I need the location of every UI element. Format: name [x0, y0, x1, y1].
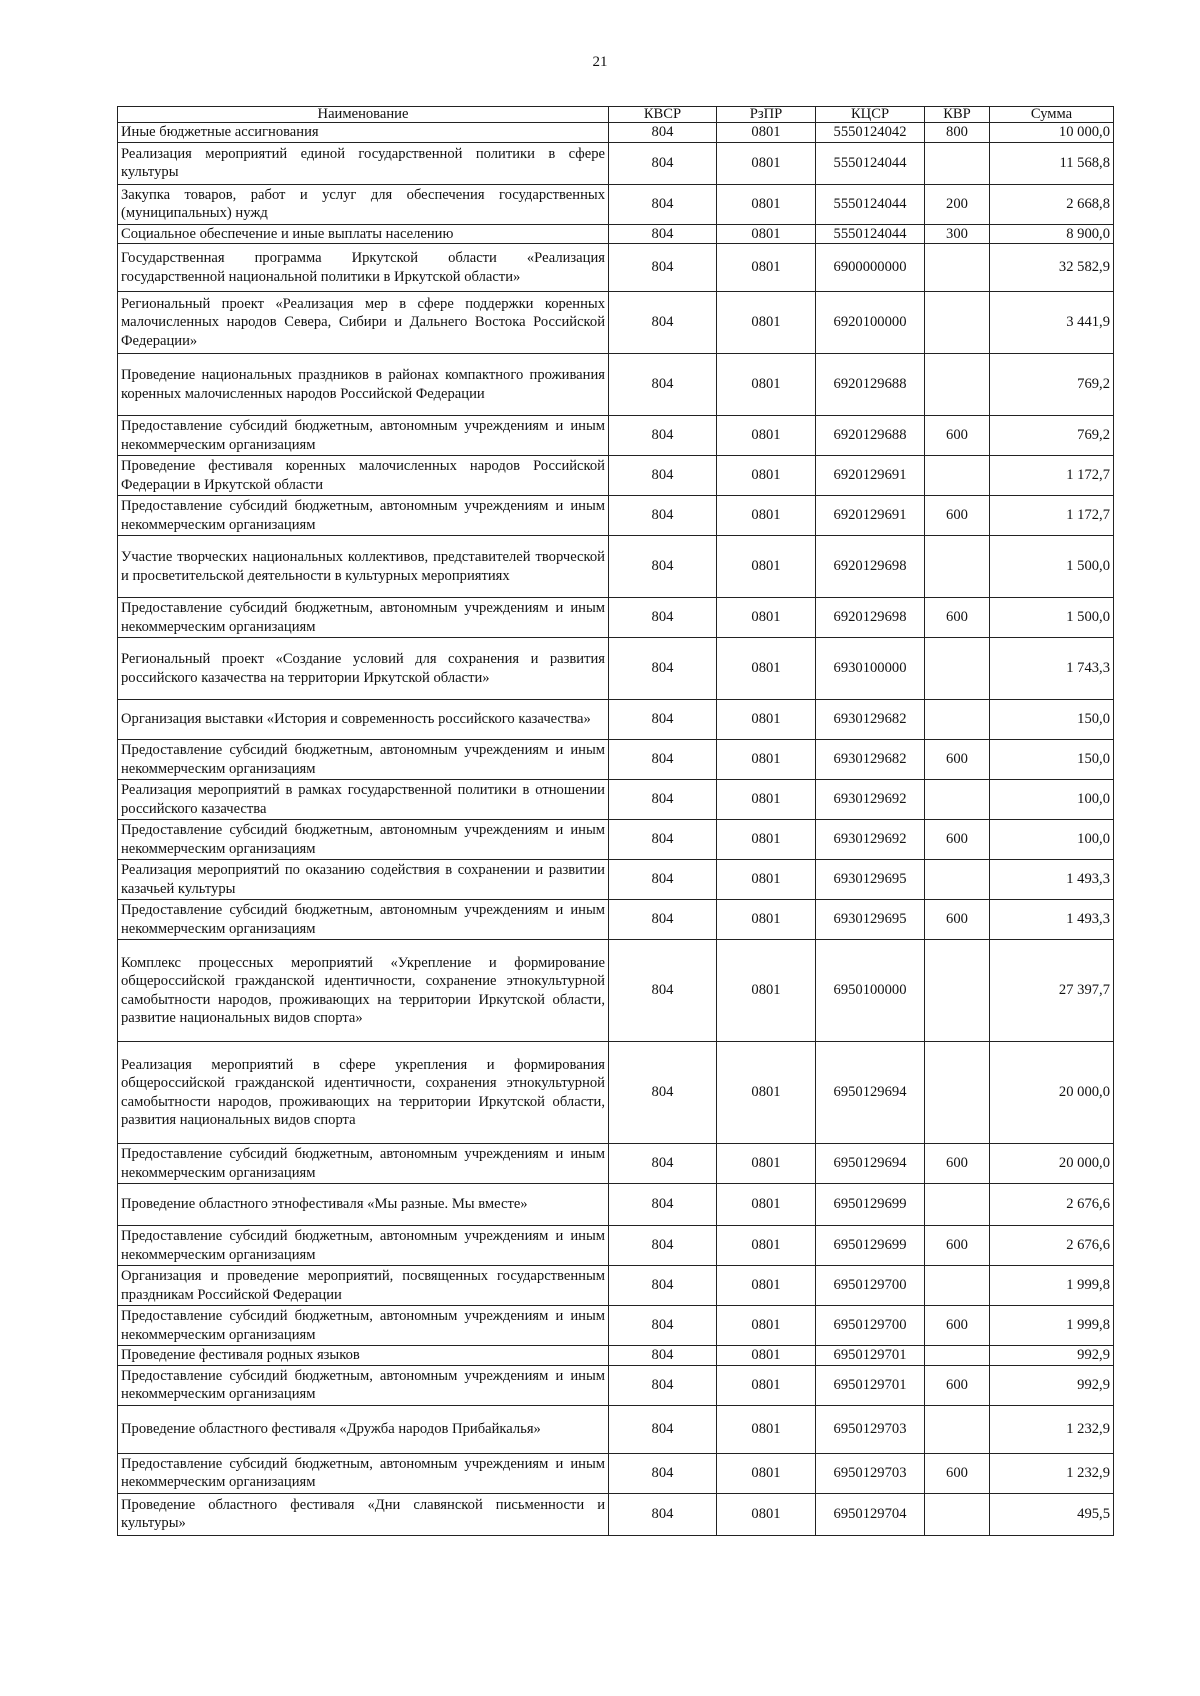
table-header-row	[118, 107, 1114, 123]
cell-sum: 10 000,0	[990, 123, 1114, 143]
cell-kvsr: 804	[609, 740, 717, 780]
cell-kcsr: 6950129694	[816, 1042, 925, 1144]
cell-sum: 150,0	[990, 700, 1114, 740]
cell-kvr: 600	[925, 1144, 990, 1184]
cell-rzpr: 0801	[717, 860, 816, 900]
cell-sum: 769,2	[990, 354, 1114, 416]
cell-kvsr: 804	[609, 940, 717, 1042]
cell-kcsr: 6920129688	[816, 354, 925, 416]
cell-rzpr: 0801	[717, 900, 816, 940]
cell-name: Предоставление субсидий бюджетным, автономным учреждениям и иным некоммерческим организациям	[118, 1144, 609, 1184]
cell-sum: 100,0	[990, 780, 1114, 820]
cell-name: Проведение областного фестиваля «Дружба народов Прибайкалья»	[118, 1405, 609, 1453]
cell-rzpr: 0801	[717, 1365, 816, 1405]
cell-sum: 1 999,8	[990, 1266, 1114, 1306]
cell-name: Предоставление субсидий бюджетным, автономным учреждениям и иным некоммерческим организациям	[118, 1226, 609, 1266]
cell-kcsr: 6920129691	[816, 456, 925, 496]
cell-name: Социальное обеспечение и иные выплаты населению	[118, 224, 609, 244]
cell-rzpr: 0801	[717, 354, 816, 416]
cell-name: Предоставление субсидий бюджетным, автономным учреждениям и иным некоммерческим организациям	[118, 820, 609, 860]
cell-rzpr: 0801	[717, 1306, 816, 1346]
table-row	[118, 900, 1114, 940]
cell-kcsr: 6950129694	[816, 1144, 925, 1184]
cell-sum: 20 000,0	[990, 1042, 1114, 1144]
cell-sum: 3 441,9	[990, 292, 1114, 354]
cell-kvr	[925, 292, 990, 354]
cell-kcsr: 6950129700	[816, 1306, 925, 1346]
cell-kcsr: 5550124044	[816, 142, 925, 184]
cell-kvr	[925, 354, 990, 416]
cell-kvr: 600	[925, 496, 990, 536]
cell-rzpr: 0801	[717, 142, 816, 184]
cell-kvr: 600	[925, 1226, 990, 1266]
cell-rzpr: 0801	[717, 700, 816, 740]
table-row	[118, 142, 1114, 184]
cell-sum: 1 500,0	[990, 536, 1114, 598]
table-row	[118, 244, 1114, 292]
cell-kcsr: 6920129698	[816, 598, 925, 638]
cell-kvsr: 804	[609, 860, 717, 900]
cell-sum: 1 493,3	[990, 900, 1114, 940]
cell-rzpr: 0801	[717, 1042, 816, 1144]
cell-kvsr: 804	[609, 700, 717, 740]
table-row	[118, 1365, 1114, 1405]
cell-kvsr: 804	[609, 1493, 717, 1535]
cell-kcsr: 6920100000	[816, 292, 925, 354]
cell-kcsr: 6930129682	[816, 740, 925, 780]
cell-kvr: 600	[925, 1453, 990, 1493]
cell-kvr	[925, 1346, 990, 1366]
cell-name: Организация выставки «История и современность российского казачества»	[118, 700, 609, 740]
cell-kvr	[925, 1042, 990, 1144]
cell-kvsr: 804	[609, 638, 717, 700]
table-row	[118, 1493, 1114, 1535]
cell-kcsr: 6950129700	[816, 1266, 925, 1306]
cell-sum: 1 743,3	[990, 638, 1114, 700]
cell-kvsr: 804	[609, 142, 717, 184]
header-sum: Сумма	[990, 107, 1114, 123]
cell-sum: 1 999,8	[990, 1306, 1114, 1346]
cell-kvsr: 804	[609, 496, 717, 536]
cell-name: Предоставление субсидий бюджетным, автономным учреждениям и иным некоммерческим организациям	[118, 1453, 609, 1493]
cell-kvsr: 804	[609, 1266, 717, 1306]
cell-kvsr: 804	[609, 536, 717, 598]
cell-rzpr: 0801	[717, 820, 816, 860]
table-row	[118, 820, 1114, 860]
budget-table	[117, 106, 1114, 1536]
table-row	[118, 224, 1114, 244]
cell-name: Предоставление субсидий бюджетным, автономным учреждениям и иным некоммерческим организациям	[118, 496, 609, 536]
cell-kvr	[925, 456, 990, 496]
header-kcsr: КЦСР	[816, 107, 925, 123]
cell-rzpr: 0801	[717, 940, 816, 1042]
cell-rzpr: 0801	[717, 456, 816, 496]
cell-sum: 32 582,9	[990, 244, 1114, 292]
cell-kcsr: 6930129695	[816, 900, 925, 940]
cell-sum: 100,0	[990, 820, 1114, 860]
cell-name: Предоставление субсидий бюджетным, автономным учреждениям и иным некоммерческим организациям	[118, 900, 609, 940]
cell-kvr	[925, 244, 990, 292]
table-row	[118, 638, 1114, 700]
cell-rzpr: 0801	[717, 292, 816, 354]
cell-kvr	[925, 638, 990, 700]
cell-kcsr: 6950100000	[816, 940, 925, 1042]
cell-kcsr: 6950129704	[816, 1493, 925, 1535]
cell-name: Закупка товаров, работ и услуг для обеспечения государственных (муниципальных) нужд	[118, 184, 609, 224]
table-row	[118, 940, 1114, 1042]
table-row	[118, 740, 1114, 780]
cell-kvsr: 804	[609, 1365, 717, 1405]
cell-kcsr: 5550124042	[816, 123, 925, 143]
cell-sum: 769,2	[990, 416, 1114, 456]
table-row	[118, 860, 1114, 900]
cell-name: Предоставление субсидий бюджетным, автономным учреждениям и иным некоммерческим организациям	[118, 1306, 609, 1346]
table-row	[118, 456, 1114, 496]
cell-name: Проведение областного фестиваля «Дни славянской письменности и культуры»	[118, 1493, 609, 1535]
table-row	[118, 292, 1114, 354]
cell-kvsr: 804	[609, 354, 717, 416]
table-row	[118, 700, 1114, 740]
cell-kcsr: 5550124044	[816, 224, 925, 244]
cell-kvsr: 804	[609, 224, 717, 244]
cell-kvsr: 804	[609, 1453, 717, 1493]
table-row	[118, 1184, 1114, 1226]
cell-sum: 1 232,9	[990, 1405, 1114, 1453]
cell-rzpr: 0801	[717, 224, 816, 244]
cell-kcsr: 6920129698	[816, 536, 925, 598]
cell-kvr: 600	[925, 598, 990, 638]
cell-rzpr: 0801	[717, 740, 816, 780]
cell-kcsr: 6950129703	[816, 1453, 925, 1493]
cell-sum: 150,0	[990, 740, 1114, 780]
cell-kvsr: 804	[609, 416, 717, 456]
cell-sum: 1 232,9	[990, 1453, 1114, 1493]
cell-sum: 992,9	[990, 1346, 1114, 1366]
cell-kcsr: 6930100000	[816, 638, 925, 700]
cell-kvsr: 804	[609, 1144, 717, 1184]
cell-name: Комплекс процессных мероприятий «Укрепление и формирование общероссийской гражданской идентичности, сохранение этнокультурной самобытности народов, проживающих на территории Иркутской области, развитие национальных видов спорта»	[118, 940, 609, 1042]
cell-rzpr: 0801	[717, 184, 816, 224]
cell-kcsr: 6950129701	[816, 1365, 925, 1405]
cell-kvr	[925, 536, 990, 598]
cell-kvr: 800	[925, 123, 990, 143]
cell-rzpr: 0801	[717, 123, 816, 143]
table-row	[118, 123, 1114, 143]
cell-kvr: 600	[925, 900, 990, 940]
cell-rzpr: 0801	[717, 638, 816, 700]
cell-kvr: 600	[925, 416, 990, 456]
cell-name: Проведение областного этнофестиваля «Мы разные. Мы вместе»	[118, 1184, 609, 1226]
cell-name: Реализация мероприятий по оказанию содействия в сохранении и развитии казачьей культуры	[118, 860, 609, 900]
cell-sum: 27 397,7	[990, 940, 1114, 1042]
table-row	[118, 1144, 1114, 1184]
header-kvsr: КВСР	[609, 107, 717, 123]
cell-rzpr: 0801	[717, 1184, 816, 1226]
cell-kcsr: 6920129691	[816, 496, 925, 536]
cell-kvsr: 804	[609, 900, 717, 940]
cell-kvsr: 804	[609, 184, 717, 224]
cell-sum: 1 500,0	[990, 598, 1114, 638]
cell-kvr	[925, 940, 990, 1042]
table-row	[118, 536, 1114, 598]
table-row	[118, 1226, 1114, 1266]
cell-name: Региональный проект «Реализация мер в сфере поддержки коренных малочисленных народов Севера, Сибири и Дальнего Востока Российской Федерации»	[118, 292, 609, 354]
cell-kvsr: 804	[609, 292, 717, 354]
cell-name: Предоставление субсидий бюджетным, автономным учреждениям и иным некоммерческим организациям	[118, 598, 609, 638]
cell-sum: 2 676,6	[990, 1184, 1114, 1226]
cell-kvr: 600	[925, 820, 990, 860]
cell-kvsr: 804	[609, 1042, 717, 1144]
cell-rzpr: 0801	[717, 1266, 816, 1306]
cell-name: Региональный проект «Создание условий для сохранения и развития российского казачества на территории Иркутской области»	[118, 638, 609, 700]
table-row	[118, 416, 1114, 456]
cell-kcsr: 6930129695	[816, 860, 925, 900]
cell-kvr	[925, 780, 990, 820]
cell-rzpr: 0801	[717, 1453, 816, 1493]
table-body	[118, 123, 1114, 1536]
cell-rzpr: 0801	[717, 496, 816, 536]
table-row	[118, 354, 1114, 416]
cell-kcsr: 6900000000	[816, 244, 925, 292]
cell-rzpr: 0801	[717, 536, 816, 598]
cell-kcsr: 6950129703	[816, 1405, 925, 1453]
cell-kvr	[925, 860, 990, 900]
cell-kvsr: 804	[609, 780, 717, 820]
cell-kvr	[925, 1405, 990, 1453]
cell-name: Предоставление субсидий бюджетным, автономным учреждениям и иным некоммерческим организациям	[118, 740, 609, 780]
cell-kvr	[925, 700, 990, 740]
table-row	[118, 1042, 1114, 1144]
cell-rzpr: 0801	[717, 1405, 816, 1453]
cell-sum: 8 900,0	[990, 224, 1114, 244]
cell-name: Государственная программа Иркутской области «Реализация государственной национальной политики в Иркутской области»	[118, 244, 609, 292]
cell-kvr	[925, 142, 990, 184]
cell-kcsr: 6950129701	[816, 1346, 925, 1366]
cell-sum: 20 000,0	[990, 1144, 1114, 1184]
table-row	[118, 496, 1114, 536]
table-row	[118, 1346, 1114, 1366]
header-kvr: КВР	[925, 107, 990, 123]
cell-kvr: 600	[925, 1306, 990, 1346]
cell-name: Предоставление субсидий бюджетным, автономным учреждениям и иным некоммерческим организациям	[118, 416, 609, 456]
cell-sum: 2 668,8	[990, 184, 1114, 224]
cell-kvsr: 804	[609, 456, 717, 496]
cell-kvr: 200	[925, 184, 990, 224]
cell-kcsr: 6950129699	[816, 1226, 925, 1266]
cell-kcsr: 6930129692	[816, 820, 925, 860]
cell-kvsr: 804	[609, 598, 717, 638]
cell-rzpr: 0801	[717, 780, 816, 820]
header-rzpr: РзПР	[717, 107, 816, 123]
cell-rzpr: 0801	[717, 1493, 816, 1535]
table-row	[118, 780, 1114, 820]
table-row	[118, 598, 1114, 638]
cell-kcsr: 5550124044	[816, 184, 925, 224]
cell-rzpr: 0801	[717, 598, 816, 638]
cell-kvr: 600	[925, 1365, 990, 1405]
cell-name: Организация и проведение мероприятий, посвященных государственным праздникам Российской Федерации	[118, 1266, 609, 1306]
cell-name: Реализация мероприятий в сфере укрепления и формирования общероссийской гражданской идентичности, сохранения этнокультурной самобытности народов, проживающих на территории Иркутской области, развития национальных видов спорта	[118, 1042, 609, 1144]
cell-kcsr: 6950129699	[816, 1184, 925, 1226]
cell-rzpr: 0801	[717, 416, 816, 456]
cell-kvsr: 804	[609, 1306, 717, 1346]
cell-sum: 1 172,7	[990, 456, 1114, 496]
cell-sum: 495,5	[990, 1493, 1114, 1535]
cell-kvr	[925, 1266, 990, 1306]
cell-name: Проведение фестиваля коренных малочисленных народов Российской Федерации в Иркутской области	[118, 456, 609, 496]
cell-name: Участие творческих национальных коллективов, представителей творческой и просветительской деятельности в культурных мероприятиях	[118, 536, 609, 598]
cell-sum: 2 676,6	[990, 1226, 1114, 1266]
cell-name: Проведение фестиваля родных языков	[118, 1346, 609, 1366]
cell-name: Реализация мероприятий в рамках государственной политики в отношении российского казачества	[118, 780, 609, 820]
cell-name: Иные бюджетные ассигнования	[118, 123, 609, 143]
table-row	[118, 1453, 1114, 1493]
table-row	[118, 184, 1114, 224]
cell-kvr: 300	[925, 224, 990, 244]
header-name: Наименование	[118, 107, 609, 123]
cell-sum: 1 493,3	[990, 860, 1114, 900]
cell-rzpr: 0801	[717, 1144, 816, 1184]
cell-sum: 1 172,7	[990, 496, 1114, 536]
cell-kvsr: 804	[609, 1405, 717, 1453]
cell-kvsr: 804	[609, 1346, 717, 1366]
cell-rzpr: 0801	[717, 1346, 816, 1366]
cell-kcsr: 6930129682	[816, 700, 925, 740]
cell-kvr	[925, 1493, 990, 1535]
table-row	[118, 1405, 1114, 1453]
cell-name: Реализация мероприятий единой государственной политики в сфере культуры	[118, 142, 609, 184]
cell-rzpr: 0801	[717, 244, 816, 292]
table-row	[118, 1306, 1114, 1346]
cell-kvsr: 804	[609, 123, 717, 143]
table-row	[118, 1266, 1114, 1306]
cell-rzpr: 0801	[717, 1226, 816, 1266]
cell-kvr: 600	[925, 740, 990, 780]
page-number: 21	[592, 54, 608, 70]
cell-name: Предоставление субсидий бюджетным, автономным учреждениям и иным некоммерческим организациям	[118, 1365, 609, 1405]
cell-kvsr: 804	[609, 244, 717, 292]
cell-sum: 992,9	[990, 1365, 1114, 1405]
cell-kvr	[925, 1184, 990, 1226]
cell-sum: 11 568,8	[990, 142, 1114, 184]
cell-kvsr: 804	[609, 1184, 717, 1226]
cell-name: Проведение национальных праздников в районах компактного проживания коренных малочисленных народов Российской Федерации	[118, 354, 609, 416]
cell-kcsr: 6920129688	[816, 416, 925, 456]
cell-kvsr: 804	[609, 820, 717, 860]
cell-kcsr: 6930129692	[816, 780, 925, 820]
cell-kvsr: 804	[609, 1226, 717, 1266]
